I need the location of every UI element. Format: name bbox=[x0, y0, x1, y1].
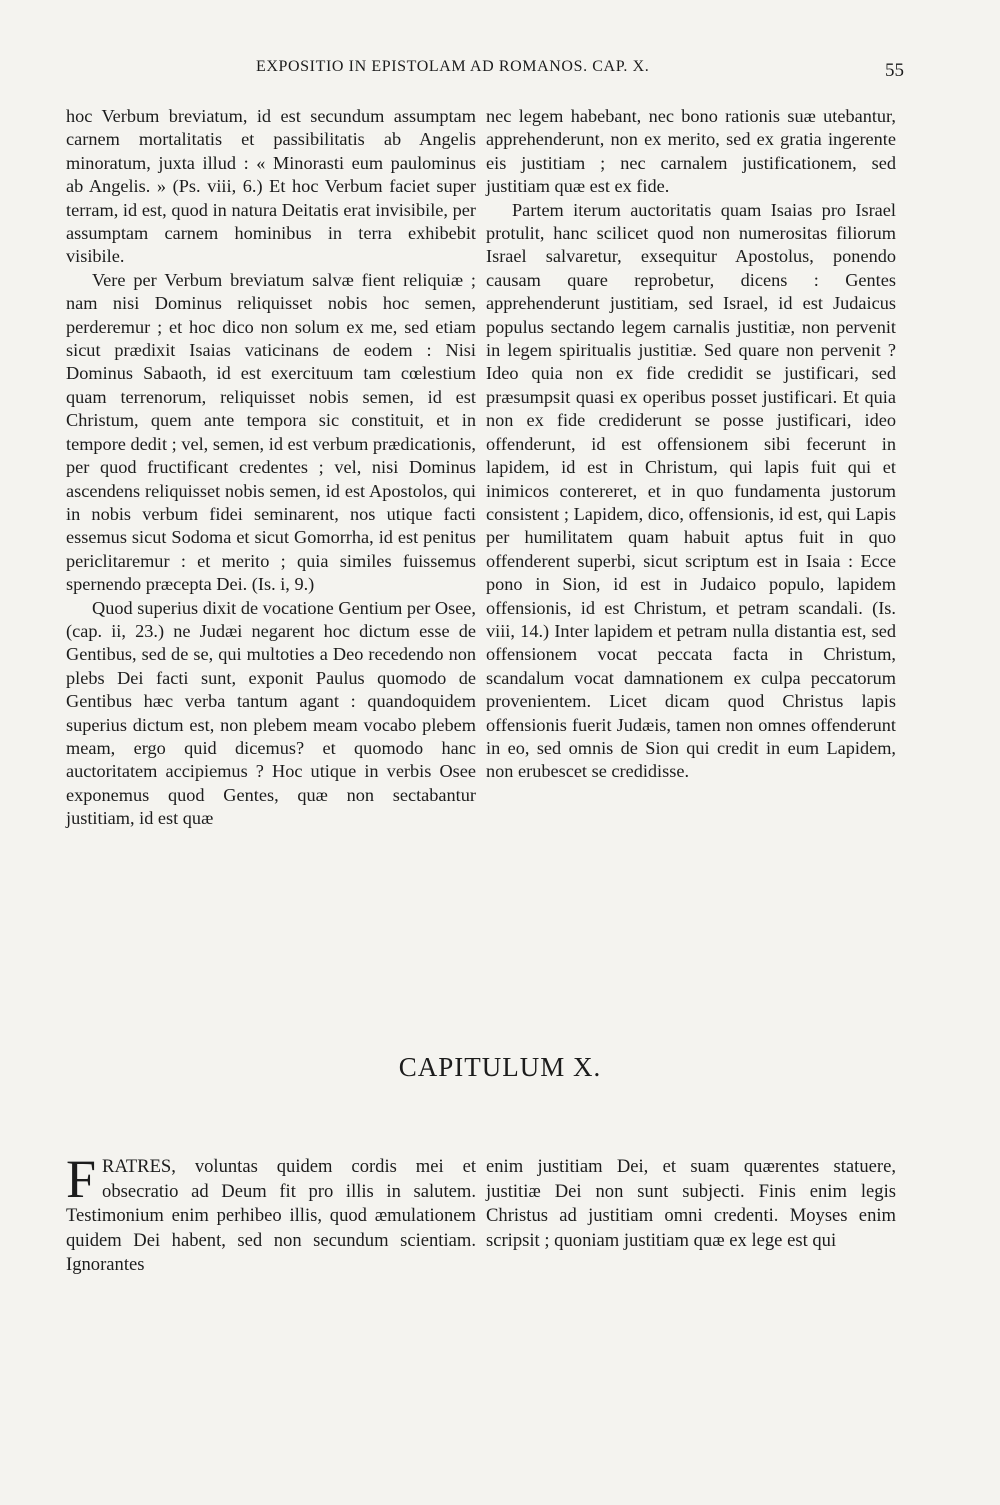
left-paragraph-1: hoc Verbum breviatum, id est secundum assumptam carnem mortalitatis et passibilitatis ab Angelis minoratum, juxta illud : « Minorasti eum paulominus ab Angelis. » (Ps. viii, 6.) Et hoc Verbum faciet super terram, id est, quod in natura Deitatis erat invisibile, per assumptam carnem hominibus in terra exhibebit visibile. bbox=[66, 106, 476, 267]
page-number: 55 bbox=[885, 60, 904, 81]
chapter-text-left bbox=[66, 1149, 476, 1278]
chapter-text-right bbox=[486, 1155, 896, 1253]
right-paragraph-2: Partem iterum auctoritatis quam Isaias pro Israel protulit, hanc scilicet quod non numerositas filiorum Israel salvaretur, exsequitur Apostolus, ponendo causam quare reprobetur, dicens : Gentes apprehenderunt justitiam, sed Israel, id est Judaicus populus sectando legem carnalis justitiæ, non pervenit in legem spiritualis justitiæ. Sed quare non pervenit ? Ideo quia non ex fide credidit se justificari, sed præsumpsit quasi ex operibus posset justificari. Et quia non ex fide crediderunt se posse justificari, ideo offenderunt, id est offensionem sibi fecerunt in lapidem, id est in Christum, qui lapis fuit qui et inimicos contereret, et in quo fundamenta justorum consistent ; Lapidem, dico, offensionis, id est, qui Lapis per humilitatem quam habuit aptus fuit in quo offenderent superbi, sicut scriptum est in Isaia : Ecce pono in Sion, id est in Judaico populo, lapidem offensionis, id est Christum, et petram scandali. (Is. viii, 14.) Inter lapidem et petram nulla distantia est, sed offensionem vocat peccata facta in Christum, scandalum vocat damnationem ex culpa peccatorum provenientem. Licet dicam quod Christus lapis offensionis fuerit Judæis, tamen non omnes offenderunt in eo, sed omnis de Sion qui credit in eum Lapidem, non erubescet se credidisse. bbox=[486, 199, 896, 782]
running-title: EXPOSITIO IN EPISTOLAM AD ROMANOS. CAP. X. bbox=[256, 58, 650, 75]
right-paragraph-1: nec legem habebant, nec bono rationis suæ utebantur, apprehenderunt, non ex merito, sed ex gratia ingerente eis justitiam ; nec carnalem justificationem, sed justitiam quæ est ex fide. bbox=[486, 106, 896, 197]
left-paragraph-2: Vere per Verbum breviatum salvæ fient reliquiæ ; nam nisi Dominus reliquisset nobis hoc semen, perderemur ; et hoc dico non solum ex me, sed etiam sicut prædixit Isaias vaticinans de eodem : Nisi Dominus Sabaoth, id est exercituum tam cœlestium quam terrenorum, reliquisset nobis semen, id est Christum, quem ante tempora sic constituit, et in tempore dedit ; vel, semen, id est verbum prædicationis, per quod fructificant credentes ; vel, nisi Dominus ascendens reliquisset nobis semen, id est Apostolos, qui in nobis verbum fidei seminarent, nos utique facti essemus sicut Sodoma et sicut Gomorrha, id est penitus periclitaremur : et merito ; quia similes fuissemus spernendo præcepta Dei. (Is. i, 9.) bbox=[66, 269, 476, 595]
chapter-title: CAPITULUM X. bbox=[398, 1052, 602, 1082]
chapter-right-text: enim justitiam Dei, et suam quærentes statuere, justitiæ Dei non sunt subjecti. Finis enim legis Christus ad justitiam omni credenti. Moyses enim scripsit ; quoniam justitiam quæ ex lege est qui bbox=[486, 1156, 896, 1251]
left-paragraph-3: Quod superius dixit de vocatione Gentium per Osee, (cap. ii, 23.) ne Judæi negarent hoc dictum esse de Gentibus, sed de se, qui multoties a Deo recedendo non plebs Dei facti sunt, exponit Paulus quomodo de Gentibus hæc verba tantum agant : quandoquidem superius dictum est, non plebem meam vocabo plebem meam, ergo quid dicemus? et quomodo hanc auctoritatem accipiemus ? Hoc utique in verbis Osee exponemus quod Gentes, quæ non sectabantur justitiam, id est quæ bbox=[66, 597, 476, 829]
right-column bbox=[486, 105, 896, 784]
page-header bbox=[0, 58, 1000, 88]
drop-cap: F bbox=[66, 1149, 97, 1209]
chapter-left-text: RATRES, voluntas quidem cordis mei et obsecratio ad Deum fit pro illis in salutem. Testimonium enim perhibeo illis, quod æmulationem quidem Dei habent, sed non secundum scientiam. Ignorantes bbox=[66, 1156, 476, 1276]
left-column bbox=[66, 105, 476, 831]
